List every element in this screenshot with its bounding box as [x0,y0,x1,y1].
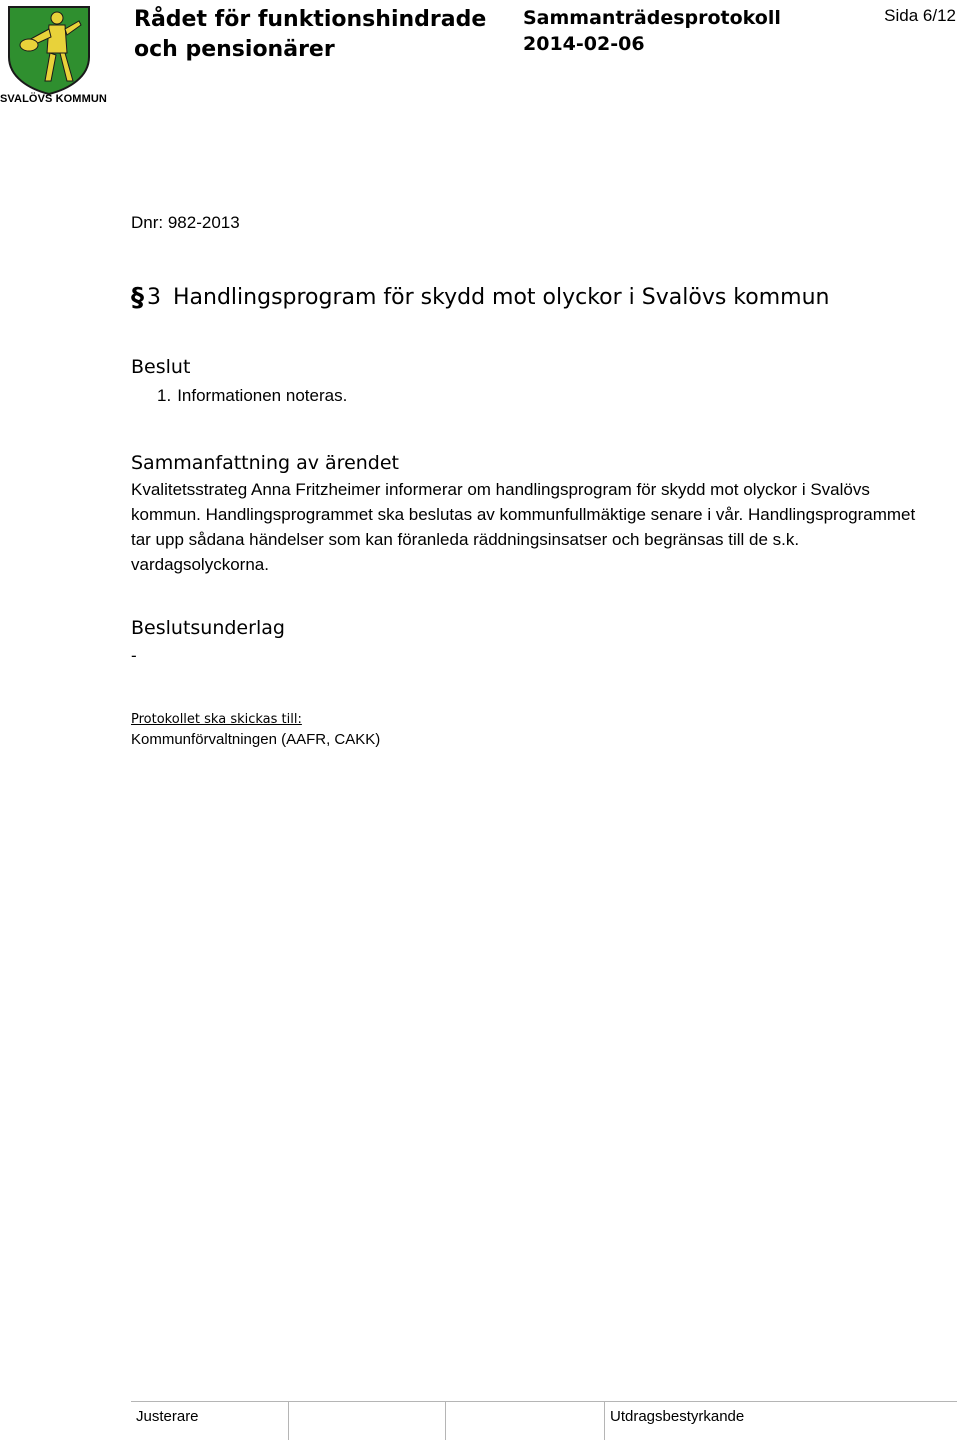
distribution-label: Protokollet ska skickas till: [131,712,302,727]
decision-basis-value: - [131,646,137,665]
logo-caption: SVALÖVS KOMMUN [0,93,107,105]
summary-text: Kvalitetsstrateg Anna Fritzheimer informerar om handlingsprogram för skydd mot olyckor i Svalövs kommun. Handlingsprogrammet ska beslutas av kommunfullmäktige senare i vår. Handlingsprogrammet tar upp sådana händelser som kan föranleda räddningsinsatser och begränsas till de s.k. vardagsolyckorna. [131,480,916,574]
municipal-logo [5,5,93,95]
organization-title-line2: och pensionärer [134,37,335,62]
distribution-recipients: Kommunförvaltningen (AAFR, CAKK) [131,731,381,748]
decision-item-text: Informationen noteras. [177,386,348,405]
section-title: Handlingsprogram för skydd mot olyckor i Svalövs kommun [173,285,830,310]
section-heading [131,283,931,313]
decision-basis-heading: Beslutsunderlag [131,617,285,639]
page-number: Sida 6/12 [884,6,956,25]
signature-cell-2 [446,1402,605,1440]
utdrag-label: Utdragsbestyrkande [610,1408,745,1425]
signature-cell-1 [289,1402,446,1440]
organization-title-line1: Rådet för funktionshindrade [134,7,487,32]
decision-item-number: 1. [157,386,172,405]
decision-heading: Beslut [131,356,191,378]
decision-item [157,385,347,407]
signature-table [131,1401,957,1440]
utdrag-cell [605,1402,957,1440]
section-number: 3 [147,285,161,310]
case-number: Dnr: 982-2013 [131,213,240,232]
organization-title [134,5,504,65]
paragraph-sign: § [131,283,144,313]
document-date: 2014-02-06 [523,33,645,55]
justerare-cell [131,1402,289,1440]
document-type: Sammanträdesprotokoll [523,7,781,29]
summary-heading: Sammanfattning av ärendet [131,452,399,474]
justerare-label: Justerare [136,1408,199,1425]
svalov-coat-of-arms-icon [5,5,93,95]
